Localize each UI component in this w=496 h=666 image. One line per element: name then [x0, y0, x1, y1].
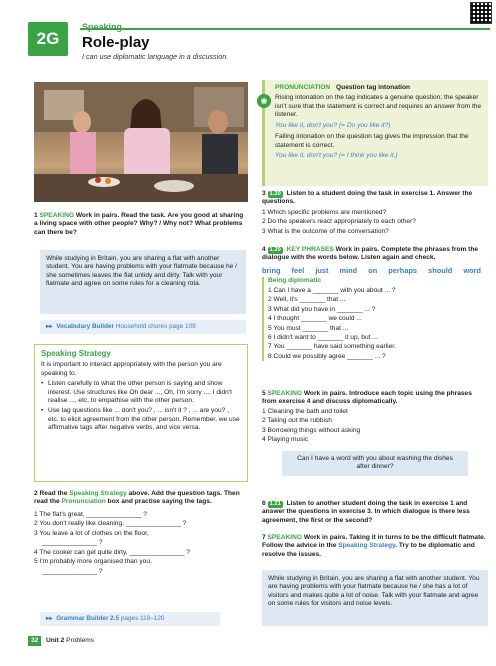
list-item: 1 Cleaning the bath and toilet	[262, 407, 348, 415]
word-bank: bring feel just mind on perhaps should word	[262, 265, 482, 275]
exercise-5	[262, 390, 488, 476]
pronunciation-box	[262, 80, 488, 186]
audio-track-icon[interactable]: 1.20	[269, 191, 281, 197]
strategy-bullet: • Listen carefully to what the other person is saying and show interest. Use structures like Oh dear ..., Oh, I'm sorry ..., I didn't realise ..., etc. to empathise with the other person.	[41, 380, 241, 405]
exercise-instruction	[262, 246, 488, 263]
exercise-tag: SPEAKING	[267, 390, 302, 397]
pronunciation-rising: Rising intonation on the tag indicates a genuine question; the speaker isn't sure that the statement is correct and requires an answer from the listener.	[275, 94, 482, 119]
unit-topic: Problems	[66, 637, 95, 644]
instruction-part: Work in pairs. Taking it in turns to be the difficult flatmate. Follow the advice in the	[262, 534, 486, 550]
grammar-label: Grammar Builder 2.5	[56, 615, 120, 622]
pronunciation-heading	[275, 84, 482, 92]
list-item[interactable]: 4 The cooker can get quite dirty, _______________ ?	[34, 548, 190, 556]
exercise-tag: SPEAKING	[267, 534, 302, 541]
exercise-tag: SPEAKING	[39, 212, 74, 219]
exercise-number: 1	[34, 212, 38, 219]
list-item[interactable]: 1 Can I have a _______ with you about ... ?	[268, 286, 396, 294]
grammar-pages: pages 119–120	[120, 615, 165, 622]
exercise-instruction	[262, 534, 488, 559]
list-item: 2 Taking out the rubbish	[262, 417, 332, 425]
exercise-number: 4	[262, 246, 266, 253]
pronunciation-link[interactable]: Pronunciation	[61, 498, 106, 506]
instruction-text: Listen to a student doing the task in exercise 1. Answer the questions.	[262, 190, 473, 206]
instruction-part: above. Add the question tags. Then read the	[34, 490, 240, 506]
lesson-photo	[34, 82, 248, 202]
list-item[interactable]: 4 I thought _______ we could ...	[268, 315, 362, 323]
list-item[interactable]: 6 I didn't want to _______ it up, but ...	[268, 333, 378, 341]
section-label: Speaking	[82, 22, 123, 32]
page-footer	[0, 636, 496, 650]
exercise-instruction	[262, 190, 488, 207]
list-item[interactable]: 5 You must _______ that ...	[268, 324, 349, 332]
strategy-title: Speaking Strategy	[41, 349, 111, 358]
list-item[interactable]: 1 The flat's great, _______________ ?	[34, 510, 147, 518]
list-item: 3 Borrowing things without asking	[262, 426, 361, 434]
photo-illustration	[34, 82, 248, 202]
vocabulary-builder-link[interactable]	[40, 320, 246, 334]
exercise-2	[34, 490, 248, 576]
pronunciation-falling: Falling intonation on the question tag gives the impression that the statement is correct.	[275, 133, 469, 149]
vocab-topic: Household chores	[115, 323, 168, 330]
footer-unit	[46, 637, 94, 645]
list-item: 4 Playing music	[262, 436, 309, 444]
task-text: While studying in Britain, you are sharing a flat with another student. You are having problems with your flatmate because he / she sometimes leaves the flat untidy and dirty. Talk with your flatmate and agree on some rules for a cleaning rota.	[46, 255, 237, 288]
list-item[interactable]: 3 What did you have in _______ ... ?	[268, 305, 376, 313]
list-item: 1 Which specific problems are mentioned?	[262, 208, 387, 216]
exercise-3	[262, 190, 488, 236]
audio-track-icon[interactable]: 1.21	[269, 501, 281, 507]
exercise-number: 5	[262, 390, 266, 397]
page-number: 32	[28, 636, 41, 646]
list-item[interactable]: 8 Could we possibly agree _______ ... ?	[268, 352, 386, 360]
exercise-tag: KEY PHRASES	[286, 246, 334, 253]
list-item[interactable]: 2 Well, it's _______ that ...	[268, 296, 346, 304]
qr-code-icon	[470, 2, 492, 24]
exercise-1	[34, 212, 248, 237]
list-item[interactable]: _______________ ?	[42, 567, 103, 575]
speaking-strategy-box	[34, 344, 248, 482]
vocab-page: page 109	[169, 323, 196, 330]
phrase-box	[262, 277, 488, 361]
question-list	[262, 209, 488, 236]
question-list	[34, 511, 248, 576]
task-box-7	[262, 570, 488, 626]
strategy-intro: It is important to interact appropriately with the person you are speaking to.	[41, 361, 222, 377]
pronunciation-title: Question tag intonation	[336, 84, 411, 91]
speech-bubble: Can I have a word with you about washing the dishes after dinner?	[282, 451, 468, 476]
page-title: Role-play	[82, 34, 150, 51]
exercise-instruction	[262, 500, 488, 525]
exercise-number: 7	[262, 534, 266, 541]
pronunciation-icon: ◉	[257, 94, 271, 108]
phrase-list	[268, 287, 488, 362]
pronunciation-falling-example: You like it, don't you? (= I think you like it.)	[275, 152, 398, 160]
instruction-part: box and practise saying the tags.	[107, 498, 212, 506]
exercise-6	[262, 500, 488, 525]
exercise-4	[262, 246, 488, 361]
instruction-part: . Try to be diplomatic and resolve the issues.	[262, 542, 475, 558]
grammar-builder-link[interactable]	[40, 612, 220, 626]
instruction-text: Work in pairs. Introduce each topic using the phrases from exercise 4 and discuss diplomatically.	[262, 390, 472, 406]
instruction-text: Work in pairs. Complete the phrases from the dialogue with the words below. Listen again and check.	[262, 246, 479, 262]
exercise-number: 3	[262, 190, 266, 197]
arrow-icon: ▸▸	[46, 615, 53, 622]
list-item[interactable]: 7 You _______ have said something earlier.	[268, 343, 396, 351]
pronunciation-rising-example: You like it, don't you? (= Do you like it?)	[275, 121, 391, 129]
exercise-number: 6	[262, 500, 266, 507]
list-item[interactable]: _______________ ?	[42, 539, 103, 547]
pronunciation-tag: PRONUNCIATION	[275, 84, 331, 91]
list-item: 2 Do the speakers react appropriately to each other?	[262, 218, 416, 226]
list-item: 3 What is the outcome of the conversation?	[262, 227, 389, 235]
audio-track-icon[interactable]: 1.20	[269, 247, 281, 253]
strategy-link[interactable]: Speaking Strategy	[69, 490, 127, 497]
exercise-instruction: Work in pairs. Read the task. Are you good at sharing a living space with other people? Why? / Why not? What problems can there be?	[34, 212, 244, 236]
instruction-text: Listen to another student doing the task in exercise 1 and answer the questions in exercise 3. In which dialogue is there less agreement, the first or the second?	[262, 500, 470, 524]
list-item[interactable]: 3 You leave a lot of clothes on the floor,	[34, 529, 149, 537]
page-header	[0, 0, 496, 62]
unit-label: Unit 2	[46, 637, 65, 644]
vocab-label: Vocabulary Builder	[56, 323, 114, 330]
list-item[interactable]: 2 You don't really like cleaning, _______________ ?	[34, 520, 187, 528]
strategy-list	[41, 380, 241, 433]
strategy-link[interactable]: Speaking Strategy	[338, 542, 396, 550]
strategy-bullet: • Use tag questions like ... don't you? , ... isn't it ? , ... are you? , etc. to elicit agreement from the other person. Remember, we use affirmative tags after negative verbs, and vice versa.	[41, 407, 241, 432]
list-item[interactable]: 5 I'm probably more organised than you,	[34, 558, 152, 566]
arrow-icon: ▸▸	[46, 323, 53, 330]
lesson-objective: I can use diplomatic language in a discussion.	[82, 52, 229, 61]
exercise-number: 2	[34, 490, 38, 497]
exercise-7	[262, 534, 488, 559]
phrase-box-title: Being diplomatic	[268, 277, 322, 285]
topic-list	[262, 408, 488, 445]
instruction-part: Read the	[39, 490, 68, 497]
task-box-1	[40, 250, 246, 314]
header-rule	[80, 28, 490, 30]
exercise-instruction	[262, 390, 488, 407]
exercise-instruction	[34, 490, 248, 507]
task-text: While studying in Britain, you are sharing a flat with another student. You are having problems with your flatmate because he / she has a lot of visitors and makes quite a lot of noise. Talk with your flatmate and agree on some rules for visitors and noise levels.	[268, 575, 480, 608]
lesson-badge: 2G	[28, 22, 68, 56]
